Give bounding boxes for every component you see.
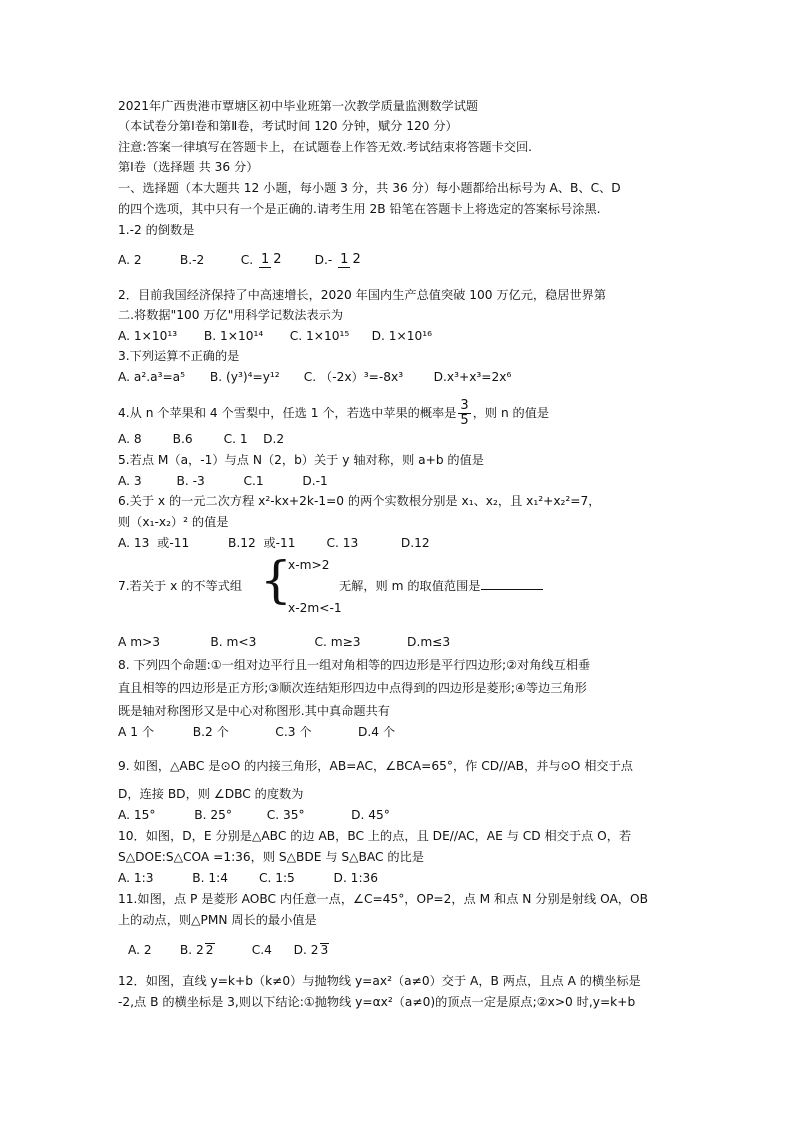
q7-answer-blank [481,577,543,590]
q11-sqrt-b: 2 [205,943,214,957]
q11-option-c: C.4 [251,943,272,957]
q8-stem-line3: 既是轴对称图形又是中心对称图形.其中真命题共有 [118,704,390,718]
q3-option-d: D.x³+x³=2x⁶ [433,370,512,384]
answer-instruction: 注意:答案一律填写在答题卡上，在试题卷上作答无效.考试结束将答题卡交回. [118,140,533,154]
q2-option-d: D. 1×10¹⁶ [371,329,433,343]
q11-stem-line2: 上的动点，则△PMN 周长的最小值是 [118,913,317,927]
q7-options: A m>3 B. m<3 C. m≥3 D.m≤3 [118,635,451,649]
q1-fraction-d: 1 2 [340,252,361,267]
q11-options [128,941,329,959]
part-intro-line1: 一、选择题（本大题共 12 小题，每小题 3 分，共 36 分）每小题都给出标号为 A、B、C、D [118,181,621,195]
q6-stem-line1: 6.关于 x 的一元二次方程 x²-kx+2k-1=0 的两个实数根分别是 x₁、x₂，且 x₁²+x₂²=7， [118,494,601,508]
q2-options [118,327,432,345]
q11-option-b: B. 2 2 [179,943,214,957]
q3-option-b: B. (y³)⁴=y¹² [209,370,280,384]
q10-stem-line1: 10．如图，D，E 分别是△ABC 的边 AB，BC 上的点，且 DE//AC，AE 与 CD 相交于点 O，若 [118,829,632,843]
q6-options: A. 13 或-11 B.12 或-11 C. 13 D.12 [118,536,430,550]
q3-option-c: C. （-2x）³=-8x³ [303,370,404,384]
q11-option-a: A. 2 [128,943,152,957]
q1-option-c: C. 1 2 [240,252,282,267]
q4-options: A. 8 B.6 C. 1 D.2 [118,432,285,446]
q7-inequality-1: x-m>2 [288,558,330,572]
exam-info-note: （本试卷分第Ⅰ卷和第Ⅱ卷，考试时间 120 分钟，赋分 120 分） [118,119,458,133]
q1-option-b: B.-2 [179,253,205,267]
q9-stem-line2: D，连接 BD，则 ∠DBC 的度数为 [118,787,304,801]
q10-stem-line2: S△DOE:S△COA =1:36，则 S△BDE 与 S△BAC 的比是 [118,850,424,864]
q2-stem-line1: 2．目前我国经济保持了中高速增长，2020 年国内生产总值突破 100 万亿元，稳居世界第 [118,288,607,302]
q5-stem: 5.若点 M（a，-1）与点 N（2，b）关于 y 轴对称，则 a+b 的值是 [118,453,484,467]
q4-probability-fraction: $\frac{3}{5}$ [460,398,469,428]
q11-stem-line1: 11.如图，点 P 是菱形 AOBC 内任意一点，∠C=45°，OP=2，点 M 和点 N 分别是射线 OA，OB [118,892,648,906]
q8-stem-line1: 8. 下列四个命题:①一组对边平行且一组对角相等的四边形是平行四边形;②对角线互相垂 [118,658,591,672]
part-intro-line2: 的四个选项，其中只有一个是正确的.请考生用 2B 铅笔在答题卡上将选定的答案标号涂黑. [118,202,601,216]
q1-stem: 1.-2 的倒数是 [118,223,195,237]
q10-options: A. 1:3 B. 1:4 C. 1:5 D. 1:36 [118,871,379,885]
q8-options: A 1 个 B.2 个 C.3 个 D.4 个 [118,725,396,739]
q2-option-a: A. 1×10¹³ [118,329,178,343]
section-heading: 第Ⅰ卷（选择题 共 36 分） [118,160,259,174]
q7-brace: { [260,551,292,609]
q1-option-a: A. 2 [118,253,142,267]
q9-options: A. 15° B. 25° C. 35° D. 45° [118,808,390,822]
q1-options [118,251,365,269]
q5-options: A. 3 B. -3 C.1 D.-1 [118,474,328,488]
q2-option-c: C. 1×10¹⁵ [289,329,350,343]
q11-sqrt-d: 3 [320,943,329,957]
q6-stem-line2: 则（x₁-x₂）² 的值是 [118,515,229,529]
q2-stem-line2: 二.将数据"100 万亿"用科学记数法表示为 [118,308,344,322]
q7-inequality-2: x-2m<-1 [288,601,342,615]
q3-stem: 3.下列运算不正确的是 [118,349,240,363]
q12-stem-line1: 12．如图，直线 y=k+b（k≠0）与抛物线 y=ax²（a≠0）交于 A，B 两点，且点 A 的横坐标是 [118,974,641,988]
q3-options [118,368,511,386]
exam-title: 2021年广西贵港市覃塘区初中毕业班第一次教学质量监测数学试题 [118,99,479,113]
q1-fraction-c: 1 2 [261,252,282,267]
q7-stem-a: 7.若关于 x 的不等式组 [118,579,243,593]
q8-stem-line2: 直且相等的四边形是正方形;③顺次连结矩形四边中点得到的四边形是菱形;④等边三角形 [118,681,587,695]
q4-stem: 4.从 n 个苹果和 4 个雪梨中，任选 1 个，若选中苹果的概率是 $\frac{3}{5}$ ，则 n 的值是 [118,398,550,428]
q9-stem-line1: 9. 如图，△ABC 是⊙O 的内接三角形，AB=AC，∠BCA=65°，作 CD//AB，并与⊙O 相交于点 [118,759,633,773]
q11-option-d: D. 2 3 [293,943,329,957]
q7-stem-b: 无解，则 m 的取值范围是 [339,577,543,595]
q1-option-d: D.- 1 2 [314,252,361,267]
q3-option-a: A. a².a³=a⁵ [118,370,186,384]
q2-option-b: B. 1×10¹⁴ [203,329,264,343]
q12-stem-line2: -2,点 B 的横坐标是 3,则以下结论:①抛物线 y=αx²（a≠0)的顶点一定是原点;②x>0 时,y=k+b [118,995,636,1009]
